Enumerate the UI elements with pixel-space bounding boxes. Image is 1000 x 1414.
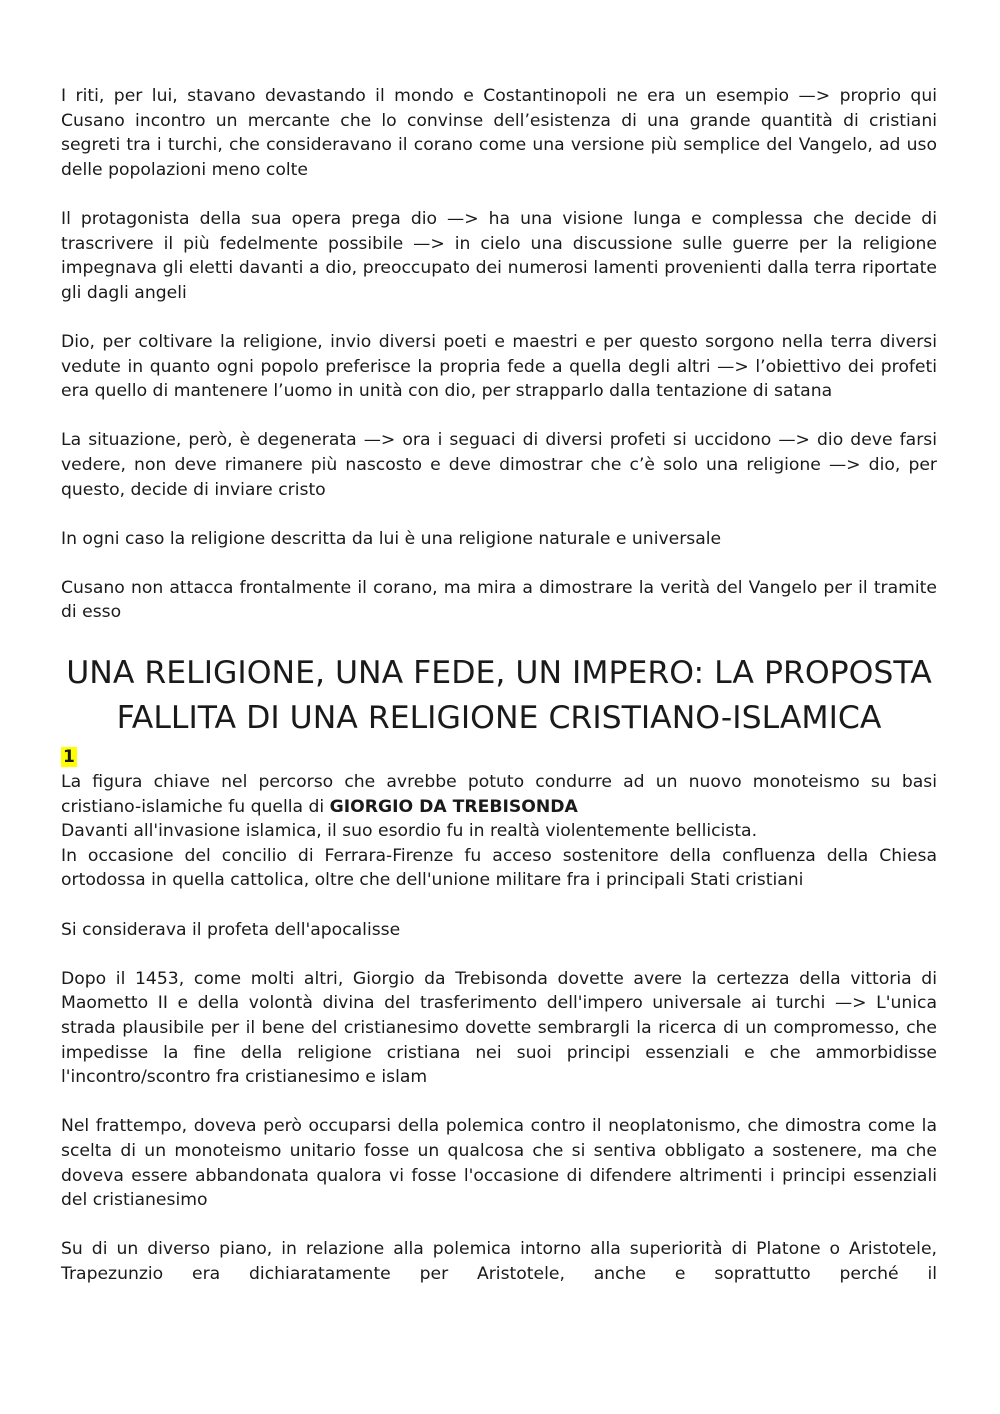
giorgio-name-bold: GIORGIO DA TREBISONDA — [329, 796, 578, 817]
document-page — [61, 84, 937, 1287]
paragraph-dio-profeti: Dio, per coltivare la religione, invio diversi poeti e maestri e per questo sorgono nella terra diversi vedute in quanto ogni popolo preferisce la propria fede a quella degli altri —> l’obiettivo dei profeti era quello di mantenere l’uomo in unità con dio, per strapparlo dalla tentazione di satana — [61, 331, 937, 402]
paragraph-riti: I riti, per lui, stavano devastando il mondo e Costantinopoli ne era un esempio —> proprio qui Cusano incontro un mercante che lo convinse dell’esistenza di una grande quantità di cristiani segreti tra i turchi, che consideravano il corano come una versione più semplice del Vangelo, ad uso delle popolazioni meno colte — [61, 86, 937, 180]
section-number-highlight: 1 — [63, 747, 75, 768]
paragraph-neoplatonismo: Nel frattempo, doveva però occuparsi della polemica contro il neoplatonismo, che dimostra come la scelta di un monoteismo unitario fosse un qualcosa che si sentiva obbligato a sostenere, ma che doveva essere abbandonata qualora vi fosse l'occasione di difendere altrimenti i principi essenziali del cristianesimo — [61, 1116, 937, 1211]
paragraph-dopo-1453: Dopo il 1453, come molti altri, Giorgio da Trebisonda dovette avere la certezza della vittoria di Maometto II e della volontà divina del trasferimento dell'impero universale ai turchi —> L'unica strada plausibile per il bene del cristianesimo dovette sembrargli la ricerca di un compromesso, che impedisse la fine della religione cristiana nei suoi principi essenziali e che ammorbidisse l'incontro/scontro fra cristianesimo e islam — [61, 968, 937, 1088]
paragraph-religione-naturale: In ogni caso la religione descritta da lui è una religione naturale e universale — [61, 528, 722, 549]
giorgio-intro-text: La figura chiave nel percorso che avrebbe potuto condurre ad un nuovo monoteismo su basi cristiano-islamiche fu quella di — [61, 772, 937, 817]
paragraph-invasione: Davanti all'invasione islamica, il suo esordio fu in realtà violentemente bellicista. — [61, 821, 758, 842]
paragraph-situazione: La situazione, però, è degenerata —> ora i seguaci di diversi profeti si uccidono —> dio deve farsi vedere, non deve rimanere più nascosto e deve dimostrar che c’è solo una religione —> dio, per questo, decide di inviare cristo — [61, 430, 937, 500]
section-title: UNA RELIGIONE, UNA FEDE, UN IMPERO: LA PROPOSTA FALLITA DI UNA RELIGIONE CRISTIANO-ISLAMICA — [66, 655, 932, 737]
paragraph-concilio: In occasione del concilio di Ferrara-Firenze fu acceso sostenitore della confluenza della Chiesa ortodossa in quella cattolica, oltre che dell'unione militare fra i principali Stati cristiani — [61, 845, 937, 891]
paragraph-profeta-apocalisse: Si considerava il profeta dell'apocalisse — [61, 919, 401, 940]
paragraph-platone-aristotele: Su di un diverso piano, in relazione alla polemica intorno alla superiorità di Platone o Aristotele, Trapezunzio era dichiaratamente per Aristotele, anche e soprattutto perché il — [61, 1239, 937, 1284]
section-marker-row — [61, 747, 937, 770]
paragraph-protagonista: Il protagonista della sua opera prega dio —> ha una visione lunga e complessa che decide di trascrivere il più fedelmente possibile —> in cielo una discussione sulle guerre per la religione impegnava gli eletti davanti a dio, preoccupato dei numerosi lamenti provenienti dalla terra riportate gli dagli angeli — [61, 208, 937, 303]
paragraph-cusano-corano: Cusano non attacca frontalmente il corano, ma mira a dimostrare la verità del Vangelo per il tramite di esso — [61, 577, 937, 623]
paragraph-giorgio-intro — [61, 770, 937, 819]
